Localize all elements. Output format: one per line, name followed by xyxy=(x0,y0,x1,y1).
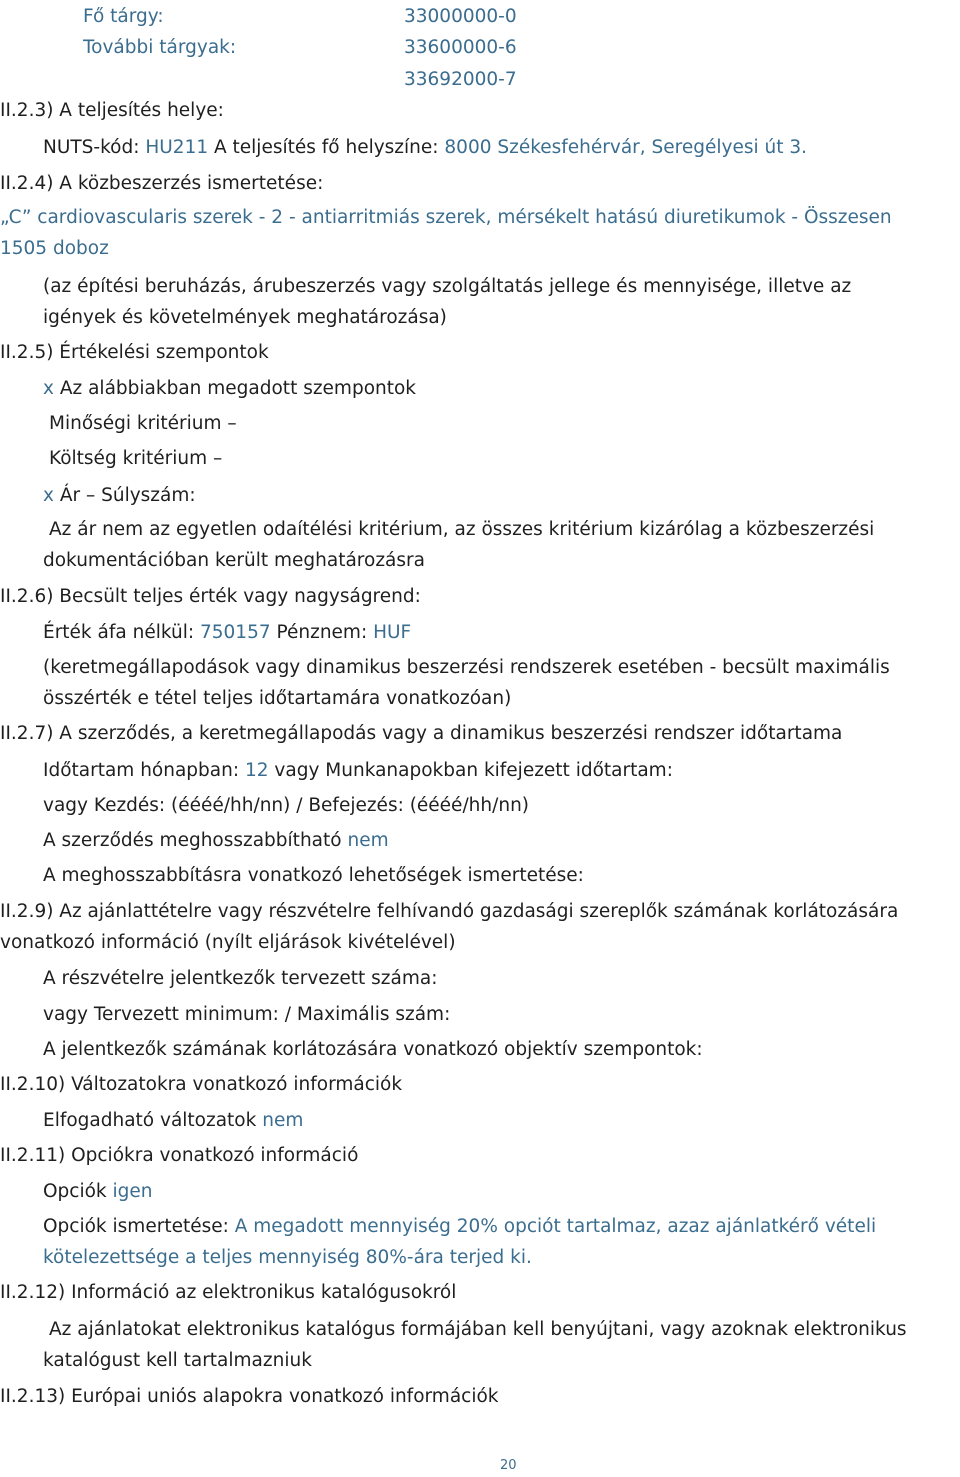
options-line xyxy=(43,1180,153,1204)
section-2-9-heading-line-2: vonatkozó információ (nyílt eljárások kivételével) xyxy=(0,932,456,953)
price-criterion-line xyxy=(43,484,196,508)
section-2-11-heading: II.2.11) Opciókra vonatkozó információ xyxy=(0,1145,359,1166)
workdays-label: vagy Munkanapokban kifejezett időtartam: xyxy=(274,760,673,781)
extendable-label: A szerződés meghosszabbítható xyxy=(43,830,342,851)
value-label: Érték áfa nélkül: xyxy=(43,622,195,643)
additional-subject-code-1: 33600000-6 xyxy=(404,37,517,58)
options-description-label: Opciók ismertetése: xyxy=(43,1216,229,1237)
section-2-6-heading: II.2.6) Becsült teljes érték vagy nagyságrend: xyxy=(0,586,421,607)
catalog-line-2: katalógust kell tartalmazniuk xyxy=(43,1350,312,1371)
nuts-code: HU211 xyxy=(145,137,209,158)
variants-label: Elfogadható változatok xyxy=(43,1110,257,1131)
section-2-13-heading: II.2.13) Európai uniós alapokra vonatkozó információk xyxy=(0,1386,499,1407)
value-amount: 750157 xyxy=(199,622,271,643)
place-value: 8000 Székesfehérvár, Seregélyesi út 3. xyxy=(444,137,808,158)
description-line-1: „C” cardiovascularis szerek - 2 - antiarritmiás szerek, mérsékelt hatású diuretikumok - Összesen xyxy=(0,207,892,228)
criteria-note-line-1: Az ár nem az egyetlen odaítélési kritérium, az összes kritérium kizárólag a közbeszerzési xyxy=(49,519,875,540)
planned-candidates: A részvételre jelentkezők tervezett száma: xyxy=(43,968,438,989)
catalog-line-1: Az ajánlatokat elektronikus katalógus formájában kell benyújtani, vagy azoknak elektronikus xyxy=(49,1319,907,1340)
nuts-line xyxy=(43,136,807,160)
section-2-5-heading: II.2.5) Értékelési szempontok xyxy=(0,342,269,363)
section-2-4-heading: II.2.4) A közbeszerzés ismertetése: xyxy=(0,173,324,194)
criteria-check-mark: x xyxy=(43,378,54,399)
criteria-note-line-2: dokumentációban került meghatározásra xyxy=(43,550,425,571)
criteria-option-line xyxy=(43,377,416,401)
variants-line xyxy=(43,1109,303,1133)
main-subject-code: 33000000-0 xyxy=(404,6,517,27)
price-criterion-label: Ár – Súlyszám: xyxy=(59,485,196,506)
extendable-value: nem xyxy=(347,830,389,851)
variants-value: nem xyxy=(262,1110,304,1131)
page-number: 20 xyxy=(500,1458,517,1473)
cost-criterion: Költség kritérium – xyxy=(49,448,223,469)
price-check-mark: x xyxy=(43,485,54,506)
value-line xyxy=(43,621,411,645)
min-max-candidates: vagy Tervezett minimum: / Maximális szám: xyxy=(43,1004,451,1025)
description-note-line-2: igények és követelmények meghatározása) xyxy=(43,307,447,328)
extension-description: A meghosszabbításra vonatkozó lehetőségek ismertetése: xyxy=(43,865,584,886)
limitation-criteria: A jelentkezők számának korlátozására vonatkozó objektív szempontok: xyxy=(43,1039,703,1060)
options-description-line-2: kötelezettsége a teljes mennyiség 80%-ára terjed ki. xyxy=(43,1247,532,1268)
additional-subject-code-2: 33692000-7 xyxy=(404,69,517,90)
extendable-line xyxy=(43,829,389,853)
quality-criterion: Minőségi kritérium – xyxy=(49,413,237,434)
value-note-line-1: (keretmegállapodások vagy dinamikus beszerzési rendszerek esetében - becsült maximális xyxy=(43,657,890,678)
currency-value: HUF xyxy=(373,622,412,643)
options-value: igen xyxy=(112,1181,153,1202)
months-value: 12 xyxy=(244,760,269,781)
description-note-line-1: (az építési beruházás, árubeszerzés vagy szolgáltatás jellege és mennyisége, illetve az xyxy=(43,276,852,297)
options-description-line-1 xyxy=(43,1215,876,1239)
criteria-option-label: Az alábbiakban megadott szempontok xyxy=(59,378,417,399)
section-2-10-heading: II.2.10) Változatokra vonatkozó információk xyxy=(0,1074,403,1095)
dates-line: vagy Kezdés: (éééé/hh/nn) / Befejezés: (éééé/hh/nn) xyxy=(43,795,530,816)
place-label: A teljesítés fő helyszíne: xyxy=(214,137,439,158)
section-2-7-heading: II.2.7) A szerződés, a keretmegállapodás vagy a dinamikus beszerzési rendszer időtartama xyxy=(0,723,843,744)
description-line-2: 1505 doboz xyxy=(0,238,109,259)
currency-label: Pénznem: xyxy=(276,622,368,643)
nuts-label: NUTS-kód: xyxy=(43,137,140,158)
section-2-9-heading-line-1: II.2.9) Az ajánlattételre vagy részvételre felhívandó gazdasági szereplők számának korlátozására xyxy=(0,901,899,922)
section-2-3-heading: II.2.3) A teljesítés helye: xyxy=(0,100,224,121)
section-2-12-heading: II.2.12) Információ az elektronikus katalógusokról xyxy=(0,1282,457,1303)
duration-line xyxy=(43,759,673,783)
additional-subjects-label: További tárgyak: xyxy=(83,37,237,58)
main-subject-label: Fő tárgy: xyxy=(83,6,164,27)
options-description-text: A megadott mennyiség 20% opciót tartalmaz, azaz ajánlatkérő vételi xyxy=(234,1216,877,1237)
months-label: Időtartam hónapban: xyxy=(43,760,240,781)
value-note-line-2: összérték e tétel teljes időtartamára vonatkozóan) xyxy=(43,688,512,709)
options-label: Opciók xyxy=(43,1181,107,1202)
